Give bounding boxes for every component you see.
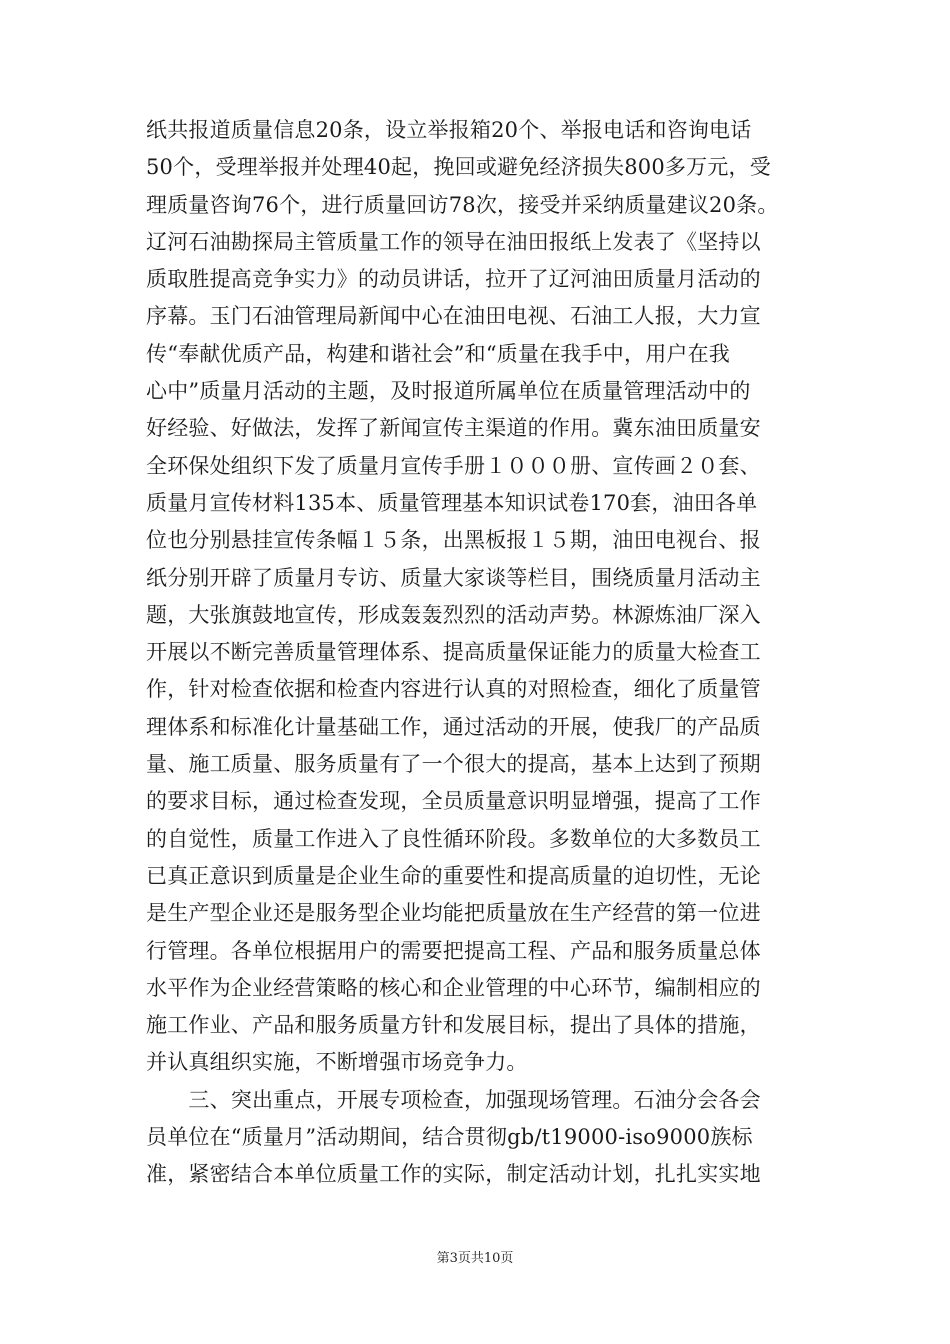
body-text (146, 112, 806, 1194)
text-line: 理质量咨询76个，进行质量回访78次，接受并采纳质量建议20条。 (146, 192, 779, 217)
text-line: 行管理。各单位根据用户的需要把提高工程、产品和服务质量总体 (146, 938, 761, 963)
text-line: 准，紧密结合本单位质量工作的实际，制定活动计划，扎扎实实地 (146, 1162, 761, 1187)
text-line: 水平作为企业经营策略的核心和企业管理的中心环节，编制相应的 (146, 975, 761, 1000)
text-line: 传“奉献优质产品，构建和谐社会”和“质量在我手中，用户在我 (146, 341, 731, 366)
text-line: 辽河石油勘探局主管质量工作的领导在油田报纸上发表了《坚持以 (146, 229, 761, 254)
text-line: 题，大张旗鼓地宣传，形成轰轰烈烈的活动声势。林源炼油厂深入 (146, 602, 761, 627)
text-line: 作，针对检查依据和检查内容进行认真的对照检查，细化了质量管 (146, 677, 761, 702)
text-line: 的要求目标，通过检查发现，全员质量意识明显增强，提高了工作 (146, 789, 761, 814)
text-line: 全环保处组织下发了质量月宣传手册１０００册、宣传画２０套、 (146, 453, 761, 478)
text-line: 心中”质量月活动的主题，及时报道所属单位在质量管理活动中的 (146, 379, 751, 404)
paragraph-start-line: 三、突出重点，开展专项检查，加强现场管理。石油分会各会 (146, 1087, 761, 1112)
text-line: 已真正意识到质量是企业生命的重要性和提高质量的迫切性，无论 (146, 863, 761, 888)
text-line: 施工作业、产品和服务质量方针和发展目标，提出了具体的措施， (146, 1013, 761, 1038)
text-line: 序幕。玉门石油管理局新闻中心在油田电视、石油工人报，大力宣 (146, 304, 761, 329)
text-line: 并认真组织实施，不断增强市场竞争力。 (146, 1050, 528, 1075)
text-line: 纸分别开辟了质量月专访、质量大家谈等栏目，围绕质量月活动主 (146, 565, 761, 590)
text-line: 纸共报道质量信息20条，设立举报箱20个、举报电话和咨询电话 (146, 118, 752, 142)
text-line: 理体系和标准化计量基础工作，通过活动的开展，使我厂的产品质 (146, 714, 761, 739)
text-line: 的自觉性，质量工作进入了良性循环阶段。多数单位的大多数员工 (146, 826, 761, 851)
text-line: 质量月宣传材料135本、质量管理基本知识试卷170套，油田各单 (146, 490, 758, 515)
text-line: 50个，受理举报并处理40起，挽回或避免经济损失800多万元，受 (146, 155, 771, 180)
text-line: 质取胜提高竞争实力》的动员讲话，拉开了辽河油田质量月活动的 (146, 267, 761, 292)
text-line: 员单位在“质量月”活动期间，结合贯彻gb/t19000-iso9000族标 (146, 1125, 753, 1150)
page-number-footer: 第3页共10页 (436, 1251, 514, 1266)
text-line: 量、施工质量、服务质量有了一个很大的提高，基本上达到了预期 (146, 752, 761, 777)
text-line: 好经验、好做法，发挥了新闻宣传主渠道的作用。冀东油田质量安 (146, 416, 761, 441)
text-line: 开展以不断完善质量管理体系、提高质量保证能力的质量大检查工 (146, 640, 761, 665)
text-line: 是生产型企业还是服务型企业均能把质量放在生产经营的第一位进 (146, 901, 761, 926)
text-line: 位也分别悬挂宣传条幅１５条，出黑板报１５期，油田电视台、报 (146, 528, 761, 553)
